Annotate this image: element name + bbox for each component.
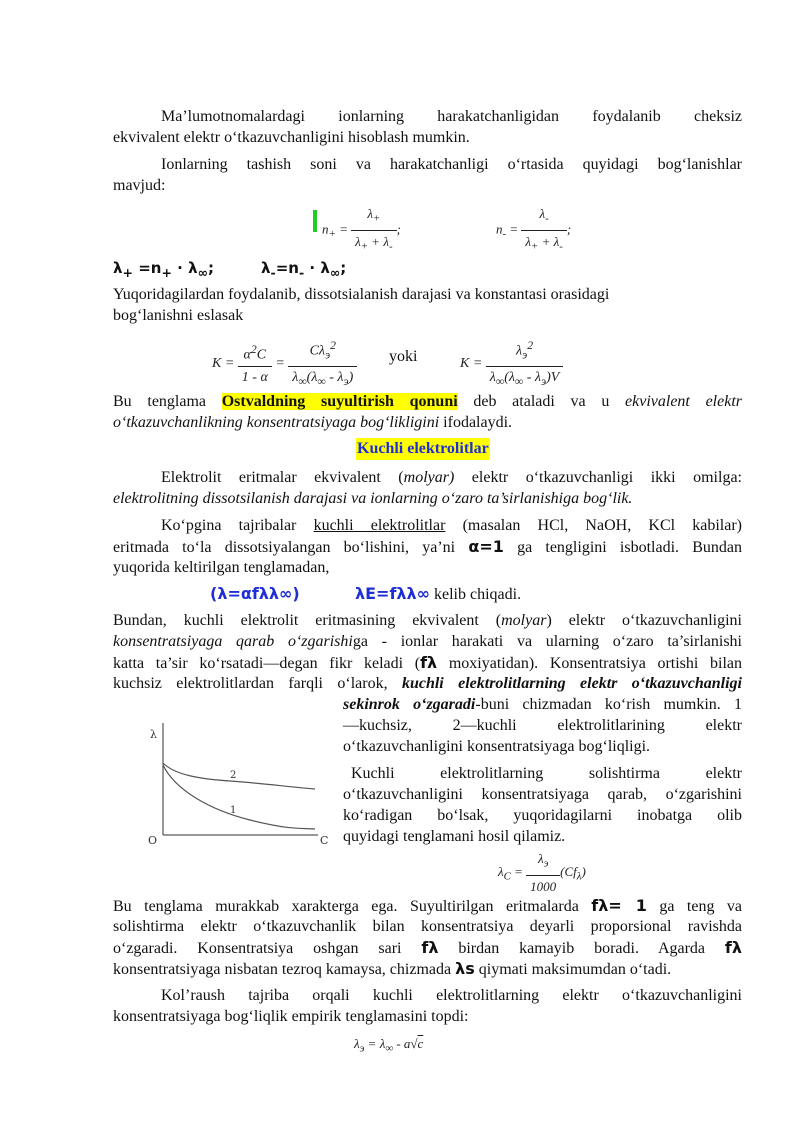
- paragraph-line: elektrolitning dissotsilanish darajasi va ionlarning o‘zaro ta’sirlanishiga bog‘lik.: [113, 490, 633, 507]
- formula-ostwald-k1: K = $\frac{\alpha^2C}{1 - \alpha}$ = $\frac{C\lambda_э^2}{\lambda_\infty(\lambda_\infty - \lambda_э)}$: [212, 335, 357, 392]
- paragraph-line: Elektrolit eritmalar ekvivalent (molyar) elektr o‘tkazuvchanligi ikki omilga:: [161, 469, 742, 486]
- formula-n-plus: $n_+$ = $\frac{\lambda_+}{\lambda_+ + \lambda_-}$ ;: [322, 203, 401, 258]
- paragraph-line: Kol’raush tajriba orqali kuchli elektrolitlarning elektr o‘tkazuvchanligini: [161, 987, 742, 1004]
- section-heading: Kuchli elektrolitlar: [356, 438, 490, 460]
- paragraph-line: o‘zgaradi. Konsentratsiya oshgan sari fλ birdan kamayib boradi. Agarda fλ: [113, 938, 743, 957]
- curve-label-1: 1: [230, 805, 237, 816]
- paragraph-line: Yuqoridagilardan foydalanib, dissotsialanish darajasi va konstantasi orasidagi: [113, 286, 610, 303]
- formula-alpha-f: (λ=αfλλ∞): [210, 584, 300, 603]
- paragraph-line: o‘tkazuvchanlikning konsentratsiyaga bog‘likligini ifodalaydi.: [113, 414, 513, 431]
- highlight-ostwald-law: Ostvaldning suyultirish qonuni: [221, 393, 458, 410]
- paragraph-line: bog‘lanishni eslasak: [113, 307, 244, 324]
- paragraph-line: Bu tenglama Ostvaldning suyultirish qonuni deb ataladi va u ekvivalent elektr: [113, 393, 742, 410]
- formula-n-minus: $n_-$ = $\frac{\lambda_-}{\lambda_+ + \lambda_-}$ ;: [496, 203, 571, 258]
- curve-label-2: 2: [230, 770, 237, 781]
- formula-lambda-ions: $\lambda_+ =n_+ \cdot \lambda_\infty$; $\lambda_-=n_- \cdot \lambda_\infty$;: [113, 259, 347, 280]
- conductivity-graph: [140, 715, 340, 850]
- paragraph-line: o‘tkazuvchanligini konsentratsiyaga bog‘liqligi.: [343, 738, 651, 755]
- paragraph-line: mavjud:: [113, 177, 166, 194]
- paragraph-line: Ma’lumotnomalardagi ionlarning harakatchanligidan foydalanib cheksiz: [161, 108, 742, 125]
- y-axis-label: λ: [150, 728, 157, 741]
- paragraph-line: Ionlarning tashish soni va harakatchanligi o‘rtasida quyidagi bog‘lanishlar: [161, 156, 742, 173]
- formula-kohlrausch: $\lambda_э = \lambda_\infty - a√c$: [354, 1036, 424, 1055]
- paragraph-line: konsentratsiyaga nisbatan tezroq kamaysa, chizmada λs qiymati maksimumdan o‘tadi.: [113, 959, 672, 978]
- paragraph-line: konsentratsiyaga bog‘liqlik empirik tenglamasini topdi:: [113, 1008, 469, 1025]
- yoki-label: yoki: [389, 348, 418, 365]
- curve-strong: [163, 763, 315, 789]
- strong-electrolytes-link: kuchli elektrolitlar: [313, 517, 446, 534]
- paragraph-line: o‘tkazuvchanligini konsentratsiyaga qarab, o‘zgarishini: [343, 786, 742, 803]
- paragraph-line: Bu tenglama murakkab xarakterga ega. Suyultirilgan eritmalarda fλ= 1 ga teng va: [113, 896, 743, 915]
- paragraph-line: yuqorida keltirilgan tenglamadan,: [113, 559, 330, 576]
- paragraph-line: Bundan, kuchli elektrolit eritmasining ekvivalent (molyar) elektr o‘tkazuvchanligini: [113, 612, 742, 629]
- formula-lambda-e: λE=fλλ∞ kelib chiqadi.: [355, 584, 522, 603]
- formula-ostwald-k2: K = $\frac{\lambda_э^2}{\lambda_\infty(\lambda_\infty - \lambda_э)V}$: [460, 335, 563, 392]
- paragraph-line: solishtirma elektr o‘tkazuvchanlik bilan konsentratsiya deyarli proporsional ravishda: [113, 918, 742, 935]
- paragraph-line: —kuchsiz, 2—kuchli elektrolitlarining elektr: [343, 717, 742, 734]
- cursor-marker: [313, 210, 317, 232]
- paragraph-line: eritmada to‘la dissotsiyalangan bo‘lishini, ya’ni α=1 ga tengligini isbotladi. Bundan: [113, 537, 743, 556]
- formula-lambda-c: $\lambda_C$ = $\frac{\lambda_э}{1000}$ $(Cf_\lambda)$: [498, 848, 586, 898]
- paragraph-line: ko‘radigan bo‘lsak, yuqoridagilarni inobatga olib: [343, 807, 742, 824]
- paragraph-line: ekvivalent elektr o‘tkazuvchanligini hisoblash mumkin.: [113, 129, 470, 146]
- paragraph-line: kuchsiz elektrolitlardan farqli o‘larok, kuchli elektrolitlarning elektr o‘tkazuvchanligi: [113, 675, 742, 692]
- paragraph-line: katta ta’sir ko‘rsatadi—degan fikr keladi (fλ moxiyatidan). Konsentratsiya ortishi bilan: [113, 653, 742, 672]
- paragraph-line: Kuchli elektrolitlarning solishtirma elektr: [351, 765, 742, 782]
- origin-label: O: [148, 834, 158, 847]
- paragraph-line: Ko‘pgina tajribalar kuchli elektrolitlar (masalan HCl, NaOH, KCl kabilar): [161, 517, 743, 534]
- paragraph-line: sekinrok o‘zgaradi-buni chizmadan ko‘rish mumkin. 1: [343, 696, 743, 713]
- paragraph-line: quyidagi tenglamani hosil qilamiz.: [343, 828, 566, 845]
- x-axis-label: C: [320, 834, 329, 847]
- paragraph-line: konsentratsiyaga qarab o‘zgarishiga - ionlar harakati va ularning o‘zaro ta’sirlanishi: [113, 633, 742, 650]
